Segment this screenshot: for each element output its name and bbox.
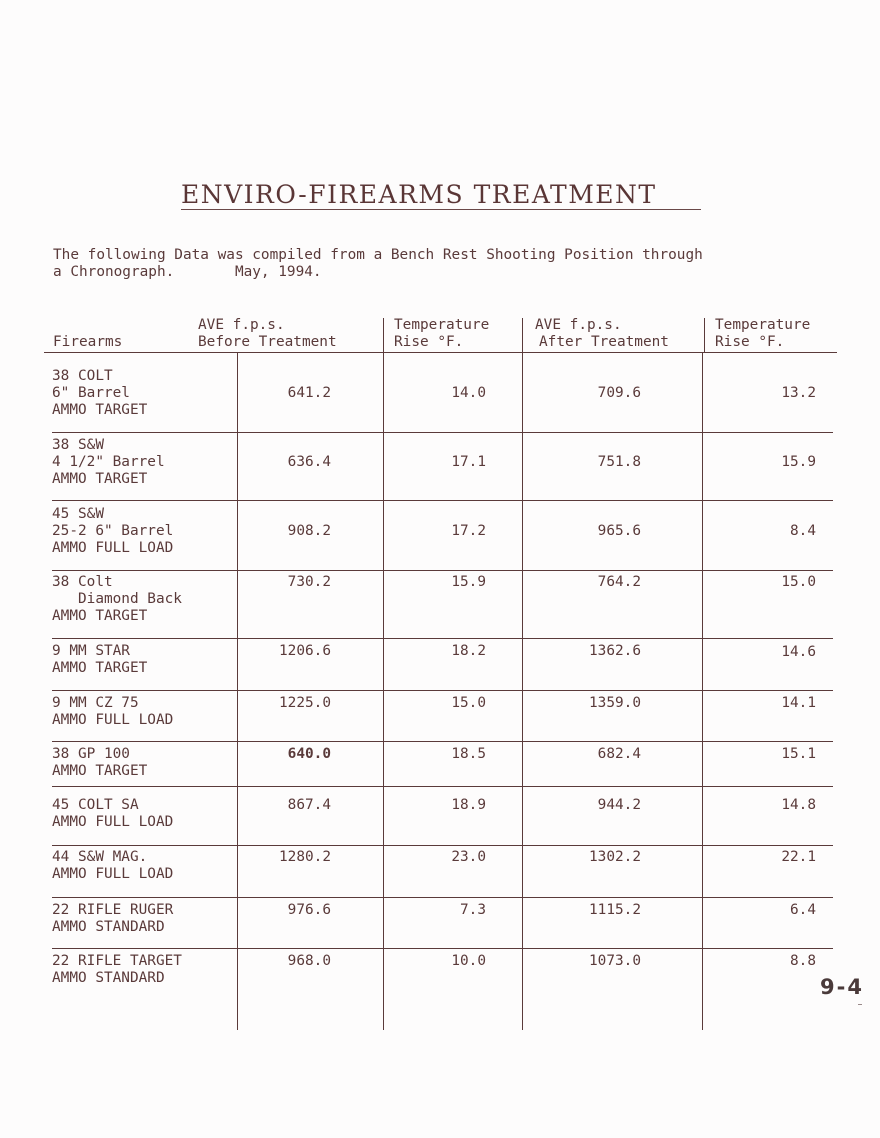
firearm-line: 38 GP 100 <box>52 746 130 762</box>
column-divider <box>383 352 384 1030</box>
after-fps-cell: 1115.2 <box>589 902 641 918</box>
firearm-line: 4 1/2" Barrel <box>52 454 165 470</box>
rise-before-cell: 18.9 <box>451 797 486 813</box>
header-separator <box>704 318 705 352</box>
before-fps-cell: 641.2 <box>287 385 331 401</box>
firearm-line: 6" Barrel <box>52 385 130 401</box>
firearm-line: 38 COLT <box>52 368 113 384</box>
firearm-line: AMMO FULL LOAD <box>52 814 174 830</box>
before-fps-cell: 976.6 <box>287 902 331 918</box>
firearm-line: 38 S&W <box>52 437 104 453</box>
table-row <box>52 643 147 677</box>
rise-before-cell: 15.0 <box>451 695 486 711</box>
header-temp1-top: Temperature <box>394 317 490 333</box>
header-after-bottom: After Treatment <box>539 334 669 350</box>
after-fps-cell: 751.8 <box>597 454 641 470</box>
column-divider <box>237 352 238 1030</box>
column-divider <box>522 352 523 1030</box>
intro-line-1: The following Data was compiled from a Bench Rest Shooting Position through <box>53 247 703 263</box>
after-fps-cell: 709.6 <box>597 385 641 401</box>
row-divider <box>52 570 833 571</box>
after-fps-cell: 682.4 <box>597 746 641 762</box>
table-row <box>52 437 165 488</box>
rise-before-cell: 23.0 <box>451 849 486 865</box>
intro-line-2: a Chronograph. May, 1994. <box>53 264 322 280</box>
table-row <box>52 368 147 419</box>
header-separator <box>383 318 384 352</box>
rise-after-cell: 15.1 <box>781 746 816 762</box>
rise-after-cell: 13.2 <box>781 385 816 401</box>
rise-before-cell: 10.0 <box>451 953 486 969</box>
after-fps-cell: 1073.0 <box>589 953 641 969</box>
rise-after-cell: 14.1 <box>781 695 816 711</box>
firearm-line: 44 S&W MAG. <box>52 849 148 865</box>
page-mark <box>858 1004 862 1005</box>
firearm-line: AMMO TARGET <box>52 402 148 418</box>
firearm-line: AMMO TARGET <box>52 608 148 624</box>
rise-after-cell: 22.1 <box>781 849 816 865</box>
firearm-line: AMMO TARGET <box>52 471 148 487</box>
row-divider <box>52 432 833 433</box>
before-fps-cell: 1225.0 <box>279 695 331 711</box>
rise-after-cell: 15.0 <box>781 574 816 590</box>
after-fps-cell: 965.6 <box>597 523 641 539</box>
header-before-top: AVE f.p.s. <box>198 317 285 333</box>
table-row <box>52 797 173 831</box>
column-divider <box>702 352 703 1030</box>
row-divider <box>52 690 833 691</box>
firearm-line: 25-2 6" Barrel <box>52 523 174 539</box>
before-fps-cell: 1280.2 <box>279 849 331 865</box>
firearm-line: AMMO FULL LOAD <box>52 866 174 882</box>
after-fps-cell: 1302.2 <box>589 849 641 865</box>
firearm-line: Diamond Back <box>52 591 182 607</box>
before-fps-cell: 636.4 <box>287 454 331 470</box>
firearm-line: 9 MM STAR <box>52 643 130 659</box>
firearm-line: 45 COLT SA <box>52 797 139 813</box>
rise-before-cell: 14.0 <box>451 385 486 401</box>
rise-after-cell: 15.9 <box>781 454 816 470</box>
rise-before-cell: 17.2 <box>451 523 486 539</box>
firearm-line: AMMO FULL LOAD <box>52 712 174 728</box>
header-before-bottom: Before Treatment <box>198 334 337 350</box>
firearm-line: 22 RIFLE RUGER <box>52 902 174 918</box>
header-temp1-bottom: Rise °F. <box>394 334 464 350</box>
rise-before-cell: 15.9 <box>451 574 486 590</box>
page-number: 9-4 <box>820 975 864 999</box>
rise-after-cell: 8.8 <box>790 953 816 969</box>
firearm-line: AMMO FULL LOAD <box>52 540 174 556</box>
title-underline <box>181 209 701 210</box>
row-divider <box>52 948 833 949</box>
before-fps-cell: 968.0 <box>287 953 331 969</box>
table-row <box>52 574 182 625</box>
table-row <box>52 849 173 883</box>
rise-after-cell: 6.4 <box>790 902 816 918</box>
row-divider <box>52 786 833 787</box>
header-firearms: Firearms <box>53 334 123 350</box>
row-divider <box>52 500 833 501</box>
row-divider <box>52 897 833 898</box>
rise-after-cell: 8.4 <box>790 523 816 539</box>
rise-after-cell: 14.6 <box>781 644 816 660</box>
intro-paragraph <box>53 247 703 281</box>
firearm-line: AMMO STANDARD <box>52 970 165 986</box>
firearm-line: 22 RIFLE TARGET <box>52 953 182 969</box>
firearm-line: 45 S&W <box>52 506 104 522</box>
firearm-line: AMMO STANDARD <box>52 919 165 935</box>
after-fps-cell: 764.2 <box>597 574 641 590</box>
rise-before-cell: 18.5 <box>451 746 486 762</box>
document-title: ENVIRO-FIREARMS TREATMENT <box>181 180 657 209</box>
header-rule <box>44 352 837 353</box>
rise-before-cell: 7.3 <box>460 902 486 918</box>
before-fps-cell: 640.0 <box>287 746 331 762</box>
row-divider <box>52 638 833 639</box>
table-row <box>52 506 173 557</box>
after-fps-cell: 1362.6 <box>589 643 641 659</box>
row-divider <box>52 741 833 742</box>
row-divider <box>52 845 833 846</box>
table-row <box>52 953 182 987</box>
before-fps-cell: 867.4 <box>287 797 331 813</box>
header-temp2-top: Temperature <box>715 317 811 333</box>
header-separator <box>522 318 523 352</box>
after-fps-cell: 1359.0 <box>589 695 641 711</box>
rise-before-cell: 18.2 <box>451 643 486 659</box>
firearm-line: 9 MM CZ 75 <box>52 695 139 711</box>
firearm-line: AMMO TARGET <box>52 660 148 676</box>
rise-after-cell: 14.8 <box>781 797 816 813</box>
table-row <box>52 746 147 780</box>
before-fps-cell: 730.2 <box>287 574 331 590</box>
firearm-line: AMMO TARGET <box>52 763 148 779</box>
before-fps-cell: 1206.6 <box>279 643 331 659</box>
header-after-top: AVE f.p.s. <box>535 317 622 333</box>
before-fps-cell: 908.2 <box>287 523 331 539</box>
table-row <box>52 695 173 729</box>
firearm-line: 38 Colt <box>52 574 113 590</box>
after-fps-cell: 944.2 <box>597 797 641 813</box>
header-temp2-bottom: Rise °F. <box>715 334 785 350</box>
table-row <box>52 902 173 936</box>
rise-before-cell: 17.1 <box>451 454 486 470</box>
